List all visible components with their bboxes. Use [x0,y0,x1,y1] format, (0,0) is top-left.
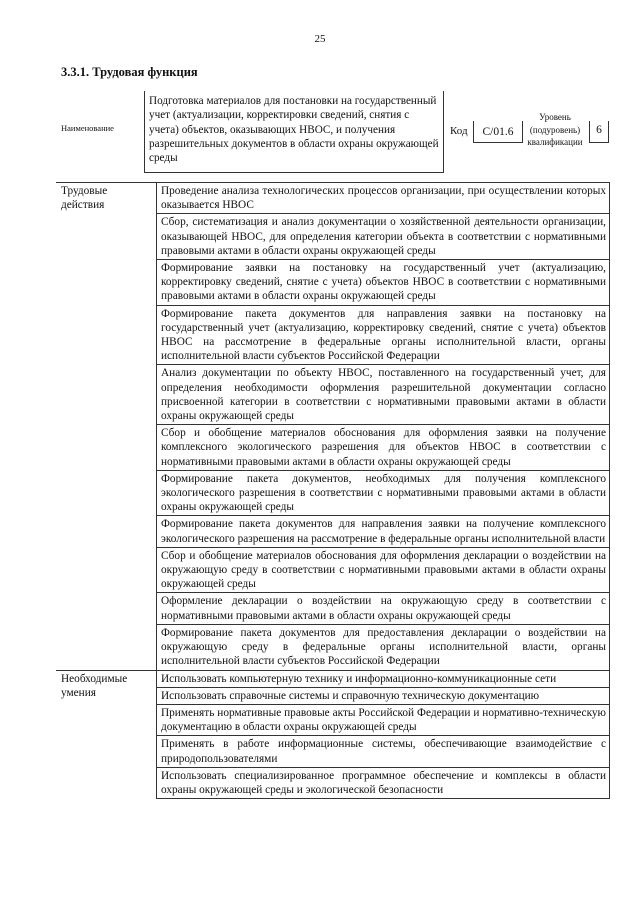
name-label: Наименование [61,123,114,133]
code-value: C/01.6 [473,121,523,143]
item-text: Применять в работе информационные системы, обеспечивающие взаимодействие с природопользователями [157,736,610,767]
item-text: Применять нормативные правовые акты Российской Федерации и нормативно-техническую документацию в области охраны окружающей среды [157,704,610,735]
level-label: Уровень (подуровень) квалификации [527,112,583,147]
item-text: Оформление декларации о воздействии на окружающую среду в соответствии с нормативными правовыми актами в области охраны окружающей среды [157,593,610,624]
item-text: Формирование пакета документов для направления заявки на постановку на государственный учет (актуализацию, корректировку сведений, снятие с учета) объектов НВОС на рассмотрение в федеральные органы исполнительной власти, органы исполнительной власти субъектов Российской Федерации [157,305,610,365]
item-text: Использовать справочные системы и справочную техническую документацию [157,687,610,704]
table-row [56,183,610,214]
item-text: Сбор и обобщение материалов обоснования для оформления заявки на получение комплексного экологического разрешения для объектов НВОС в соответствии с нормативными правовыми актами в области охраны окружающей среды [157,425,610,471]
code-label: Код [450,125,468,137]
item-text: Формирование пакета документов для предоставления декларации о воздействии на окружающую среду в федеральные органы исполнительной власти, органы исполнительной власти субъектов Российской Федерации [157,624,610,670]
item-text: Формирование пакета документов, необходимых для получения комплексного экологического разрешения в соответствии с нормативными правовыми актами в области охраны окружающей среды [157,470,610,516]
item-text: Проведение анализа технологических процессов организации, при осуществлении которых оказывается НВОС [157,183,610,214]
category-label: Необходимые умения [56,670,157,799]
item-text: Сбор и обобщение материалов обоснования для оформления декларации о воздействии на окружающую среду в соответствии с нормативными правовыми актами в области охраны окружающей среды [157,547,610,593]
item-text: Формирование заявки на постановку на государственный учет (актуализацию, корректировку сведений, снятие с учета) объектов НВОС в соответствии с нормативными правовыми актами в области охраны окружающей среды [157,260,610,306]
page-number: 25 [314,33,326,45]
item-text: Использовать компьютерную технику и информационно-коммуникационные сети [157,670,610,687]
category-label: Трудовые действия [56,183,157,671]
table-row [56,670,610,687]
item-text: Сбор, систематизация и анализ документации о хозяйственной деятельности организации, оказывающей НВОС, для определения категории объекта в соответствии с нормативными правовыми актами в области охраны окружающей среды [157,214,610,260]
level-value: 6 [589,121,609,143]
item-text: Формирование пакета документов для направления заявки на получение комплексного экологического разрешения на рассмотрение в федеральные органы исполнительной власти [157,516,610,547]
function-name: Подготовка материалов для постановки на государственный учет (актуализации, корректировки сведений, снятия с учета) объектов, оказывающих НВОС, и получения разрешительных документов в области охраны окружающей среды [144,91,444,173]
function-header [61,91,609,173]
item-text: Использовать специализированное программное обеспечение и комплексы в области охраны окружающей среды и экологической безопасности [157,767,610,798]
item-text: Анализ документации по объекту НВОС, поставленного на государственный учет, для определения необходимости оформления разрешительной документации согласно присвоенной категории в соответствии с нормативными правовыми актами в области охраны окружающей среды [157,365,610,425]
function-details-table [56,182,610,799]
details-body [56,183,610,799]
section-title: 3.3.1. Трудовая функция [61,65,198,79]
